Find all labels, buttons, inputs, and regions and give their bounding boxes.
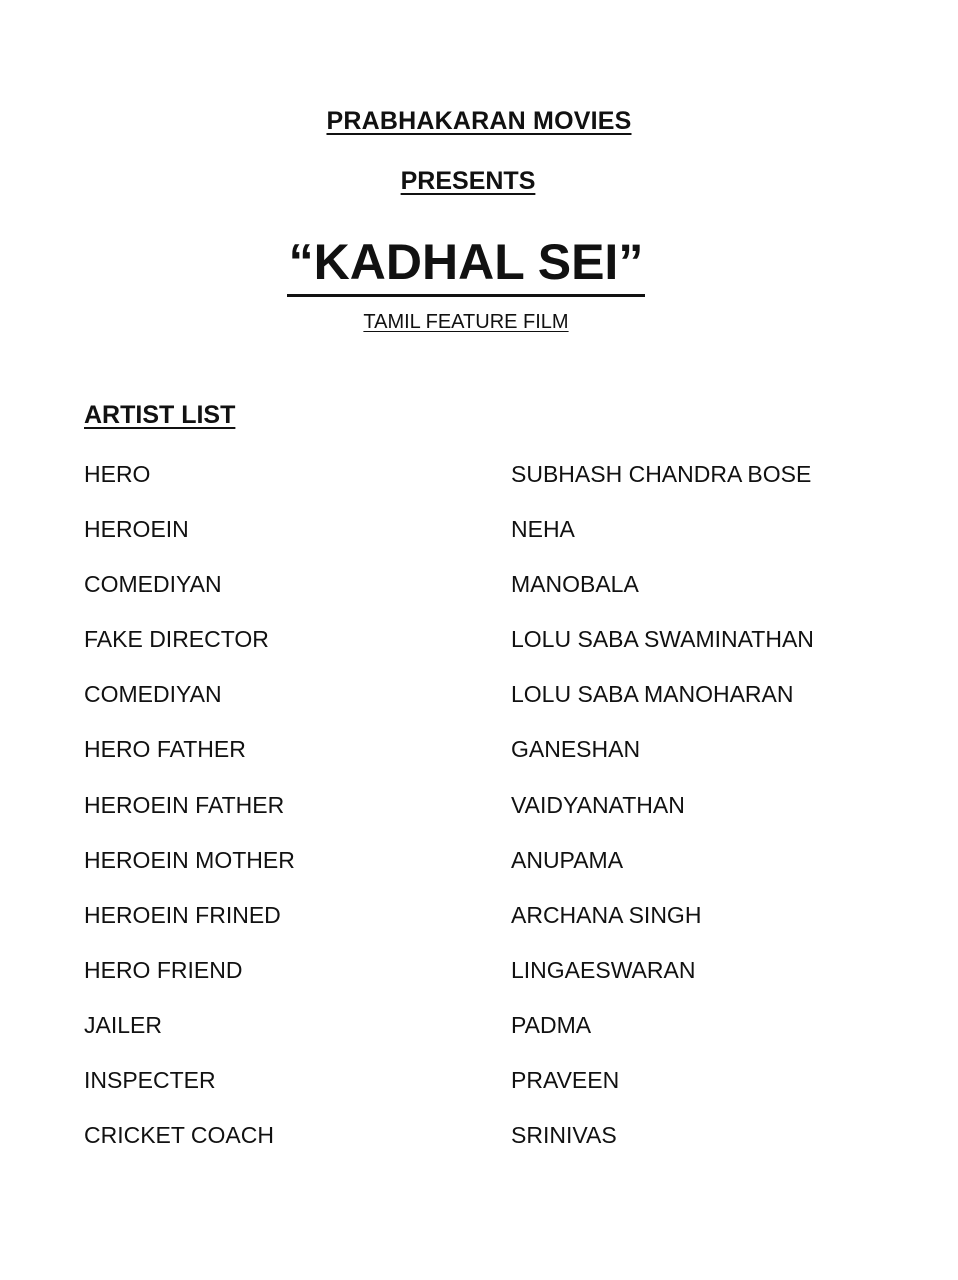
role-cell: HERO <box>84 461 151 487</box>
table-row <box>84 458 904 513</box>
table-row <box>84 899 904 954</box>
role-cell: COMEDIYAN <box>84 571 222 598</box>
role-cell: JAILER <box>84 1011 162 1038</box>
table-row <box>84 789 904 844</box>
role-cell: COMEDIYAN <box>84 681 222 708</box>
table-row <box>84 678 904 733</box>
table-row <box>84 1064 904 1119</box>
role-cell: INSPECTER <box>84 1067 216 1094</box>
actor-cell: GANESHAN <box>511 736 641 763</box>
actor-cell: SUBHASH CHANDRA BOSE <box>511 461 812 487</box>
artist-list-table <box>84 458 904 1174</box>
role-cell: HEROEIN <box>84 516 189 543</box>
role-cell: CRICKET COACH <box>84 1122 274 1149</box>
table-row <box>84 568 904 623</box>
role-cell: HEROEIN MOTHER <box>84 846 295 873</box>
actor-cell: ARCHANA SINGH <box>511 901 702 928</box>
table-row <box>84 733 904 788</box>
actor-cell: NEHA <box>511 516 575 543</box>
table-row <box>84 513 904 568</box>
artist-list-heading <box>84 401 235 430</box>
actor-cell: SRINIVAS <box>511 1122 617 1149</box>
table-row <box>84 1009 904 1064</box>
company-name-text: PRABHAKARAN MOVIES <box>326 107 632 135</box>
table-row <box>84 954 904 1009</box>
table-row <box>84 623 904 678</box>
role-cell: FAKE DIRECTOR <box>84 626 269 653</box>
role-cell: HEROEIN FRINED <box>84 901 281 928</box>
film-subtitle <box>0 311 932 334</box>
actor-cell: LINGAESWARAN <box>511 956 696 983</box>
presents-text: PRESENTS <box>400 167 536 195</box>
role-cell: HERO FRIEND <box>84 956 243 983</box>
film-title-text: “KADHAL SEI” <box>287 232 646 297</box>
table-row <box>84 1119 904 1174</box>
artist-list-heading-text: ARTIST LIST <box>84 401 236 429</box>
film-title <box>0 232 932 297</box>
table-row <box>84 844 904 899</box>
actor-cell: MANOBALA <box>511 571 639 598</box>
role-cell: HERO FATHER <box>84 736 246 763</box>
role-cell: HEROEIN FATHER <box>84 791 285 818</box>
actor-cell: PRAVEEN <box>511 1067 620 1094</box>
actor-cell: VAIDYANATHAN <box>511 791 685 818</box>
actor-cell: PADMA <box>511 1011 592 1038</box>
company-name <box>0 107 958 136</box>
film-subtitle-text: TAMIL FEATURE FILM <box>363 311 569 333</box>
actor-cell: LOLU SABA MANOHARAN <box>511 681 794 708</box>
actor-cell: LOLU SABA SWAMINATHAN <box>511 626 814 653</box>
presents-label <box>0 167 936 196</box>
actor-cell: ANUPAMA <box>511 846 624 873</box>
